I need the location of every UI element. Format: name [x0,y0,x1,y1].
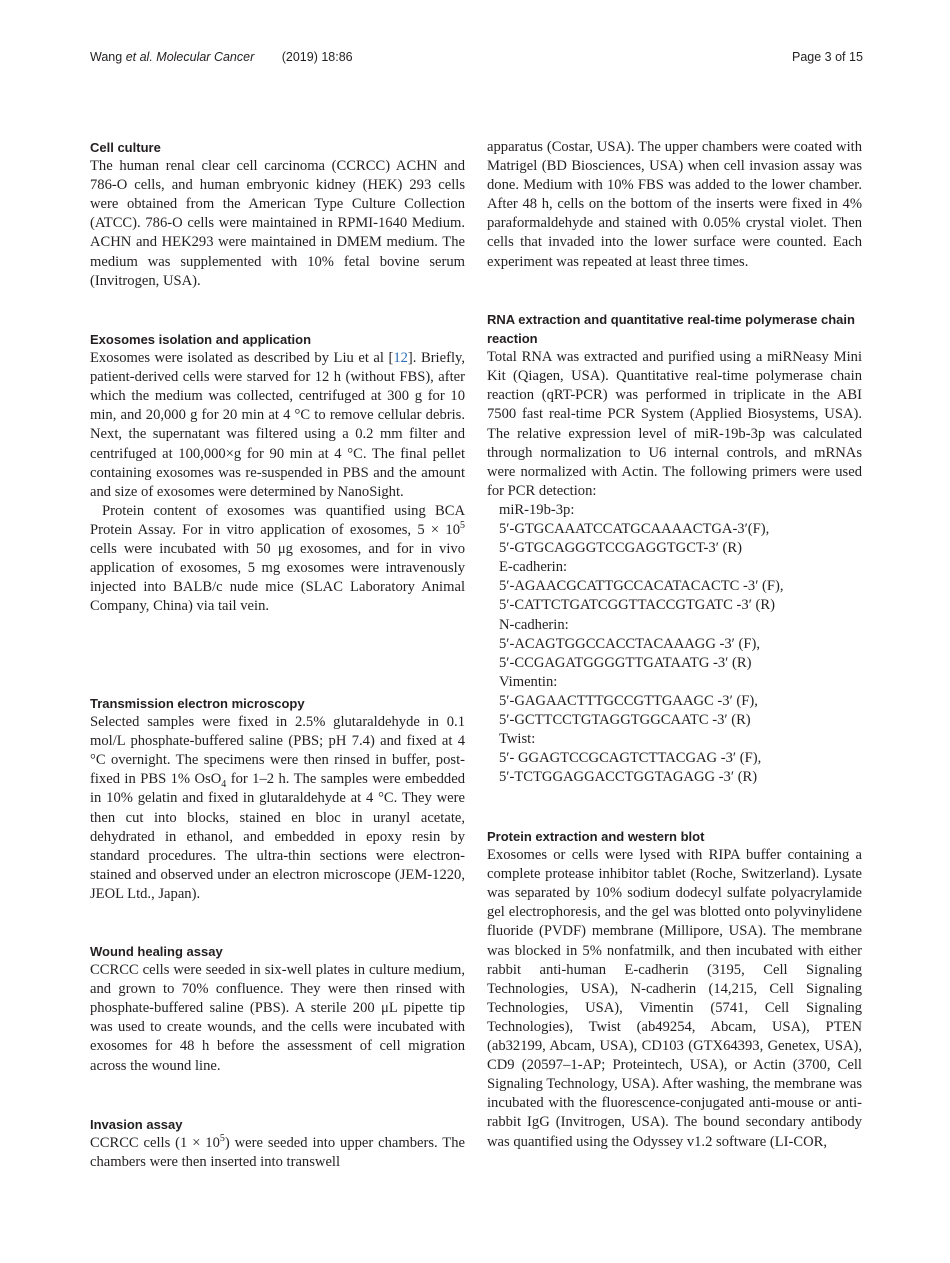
section-heading: Protein extraction and western blot [487,829,705,844]
section-exosomes [90,330,465,616]
section-wound-healing [90,942,465,1076]
section-heading: Transmission electron microscopy [90,696,305,711]
primer-list [487,501,862,787]
paragraph [90,502,465,617]
paragraph [90,713,465,904]
superscript: 5 [460,520,465,532]
text-run: ]. Briefly, patient-derived cells were starved for 12 h (without FBS), after which the medium was collected, centrifuged at 300 g for 10 min, and 20,000 g for 20 min at 4 °C to remove cellular debris. Next, the supernatant was filtered using a 0.2 mm filter and centrifuged at 100,000×g for 90 min at 4 °C. The final pellet containing exosomes was re-suspended in PBS and the amount and size of exosomes were determined by NanoSight. [90,350,465,500]
running-header-citation [90,50,353,64]
superscript: 5 [219,1133,225,1145]
primer-line: 5′-AGAACGCATTGCCACATACACTC -3′ (F), [499,578,784,595]
primer-line: 5′-TCTGGAGGACCTGGTAGAGG -3′ (R) [499,769,758,786]
primer-line: Twist: [499,731,536,748]
header-year-volume: (2019) 18:86 [281,50,353,64]
paragraph [90,1134,465,1172]
section-heading: Exosomes isolation and application [90,332,312,347]
primer-line: 5′-GTGCAAATCCATGCAAAACTGA-3′(F), [499,521,770,538]
header-page-number: Page 3 of 15 [792,50,863,64]
primer-line: 5′-GAGAACTTTGCCGTTGAAGC -3′ (F), [499,692,758,709]
primer-line: miR-19b-3p: [499,501,575,518]
header-author: Wang [90,50,123,64]
subscript: 4 [221,779,227,791]
text-run: CCRCC cells (1 × 10 [90,1135,220,1152]
text-run: ) were seeded into upper chambers. The chambers were then inserted into transwell [90,1135,465,1171]
paragraph: apparatus (Costar, USA). The upper chambers were coated with Matrigel (BD Biosciences, USA) when cell invasion assay was done. Medium with 10% FBS was added to the lower chamber. After 48 h, cells on the bottom of the inserts were fixed in 4% paraformaldehyde and stained with 0.05% crystal violet. Then cells that invaded into the lower surface were counted. Each experiment was repeated at least three times. [487,139,862,270]
text-run: for 1–2 h. The samples were embedded in 10% gelatin and fixed in glutaraldehyde at 4 °C. They were then cut into blocks, stained en bloc in uranyl acetate, dehydrated in ethanol, and embedded in epoxy resin by standard procedures. The ultra-thin sections were electron-stained and observed under an electron microscope (JEM-1220, JEOL Ltd., Japan). [90,771,465,902]
primer-line: 5′-CATTCTGATCGGTTACCGTGATC -3′ (R) [499,597,775,614]
paragraph: CCRCC cells were seeded in six-well plates in culture medium, and grown to 70% confluence. They were then rinsed with phosphate-buffered saline (PBS). A sterile 200 μL pipette tip was used to create wounds, and the cells were incubated with exosomes for 48 h before the assessment of cell migration across the wound line. [90,962,465,1074]
text-run: Selected samples were fixed in 2.5% glutaraldehyde in 0.1 mol/L phosphate-buffered saline (PBS; pH 7.4) and fixed at 4 °C overnight. The specimens were then rinsed in buffer, post-fixed in PBS 1% OsO [90,714,465,788]
text-run: Protein content of exosomes was quantified using BCA Protein Assay. For in vitro application of exosomes, 5 × 10 [90,502,465,538]
section-western-blot [487,827,862,1152]
section-tem [90,694,465,904]
reference-link[interactable]: 12 [393,350,408,367]
section-heading: RNA extraction and quantitative real-time polymerase chain reaction [487,312,855,347]
section-heading: Cell culture [90,140,161,155]
section-heading: Invasion assay [90,1117,183,1132]
section-invasion-continued [487,138,862,272]
section-rna-extraction [487,310,862,787]
section-cell-culture [90,138,465,291]
primer-line: E-cadherin: [499,559,568,576]
header-etal: et al. [125,50,153,64]
primer-line: N-cadherin: [499,616,569,633]
text-run: cells were incubated with 50 μg exosomes, and for in vivo application of exosomes, 5 mg exosomes were intravenously injected into BALB/c nude mice (SLAC Laboratory Animal Company, China) via tail vein. [90,541,465,615]
primer-line: 5′- GGAGTCCGCAGTCTTACGAG -3′ (F), [499,750,762,767]
primer-line: 5′-ACAGTGGCCACCTACAAAGG -3′ (F), [499,635,761,652]
section-heading: Wound healing assay [90,944,223,959]
section-invasion [90,1115,465,1172]
text-run: Exosomes were isolated as described by Liu et al [ [90,350,394,367]
primer-line: 5′-GCTTCCTGTAGGTGGCAATC -3′ (R) [499,711,751,728]
primer-line: 5′-CCGAGATGGGGTTGATAATG -3′ (R) [499,654,752,671]
paragraph: Total RNA was extracted and purified using a miRNeasy Mini Kit (Qiagen, USA). Quantitative real-time polymerase chain reaction (qRT-PCR) was performed in triplicate in the ABI 7500 fast real-time PCR System (Applied Biosystems, USA). The relative expression level of miR-19b-3p was calculated through normalization to U6 internal controls, and mRNAs were normalized with Actin. The following primers were used for PCR detection: [487,349,862,499]
paragraph: Exosomes or cells were lysed with RIPA buffer containing a complete protease inhibitor tablet (Roche, Switzerland). Lysate was separated by 10% sodium dodecyl sulfate polyacrylamide gel electrophoresis, and the gel was blotted onto polyvinylidene fluoride (PVDF) membrane (Millipore, USA). The membrane was blocked in 5% nonfatmilk, and then incubated with either rabbit anti-human E-cadherin (3195, Cell Signaling Technologies, USA), N-cadherin (14,215, Cell Signaling Technologies, USA), Vimentin (5741, Cell Signaling Technologies), Twist (ab49254, Abcam, USA), PTEN (ab32199, Abcam, USA), CD103 (GTX64393, Genetex, USA), CD9 (20597–1-AP; Proteintech, USA), or Actin (3700, Cell Signaling Technology, USA). After washing, the membrane was incubated with the fluorescence-conjugated anti-mouse or anti-rabbit IgG (Invitrogen, USA). The bound secondary antibody was quantified using the Odyssey v1.2 software (LI-COR, [487,847,862,1150]
primer-line: Vimentin: [499,673,558,690]
paragraph: The human renal clear cell carcinoma (CCRCC) ACHN and 786-O cells, and human embryonic kidney (HEK) 293 cells were obtained from the American Type Culture Collection (ATCC). 786-O cells were maintained in RPMI-1640 Medium. ACHN and HEK293 were maintained in DMEM medium. The medium was supplemented with 10% fetal bovine serum (Invitrogen, USA). [90,158,465,289]
paragraph [90,349,465,502]
primer-line: 5′-GTGCAGGGTCCGAGGTGCT-3′ (R) [499,540,742,557]
header-journal: Molecular Cancer [156,50,255,64]
